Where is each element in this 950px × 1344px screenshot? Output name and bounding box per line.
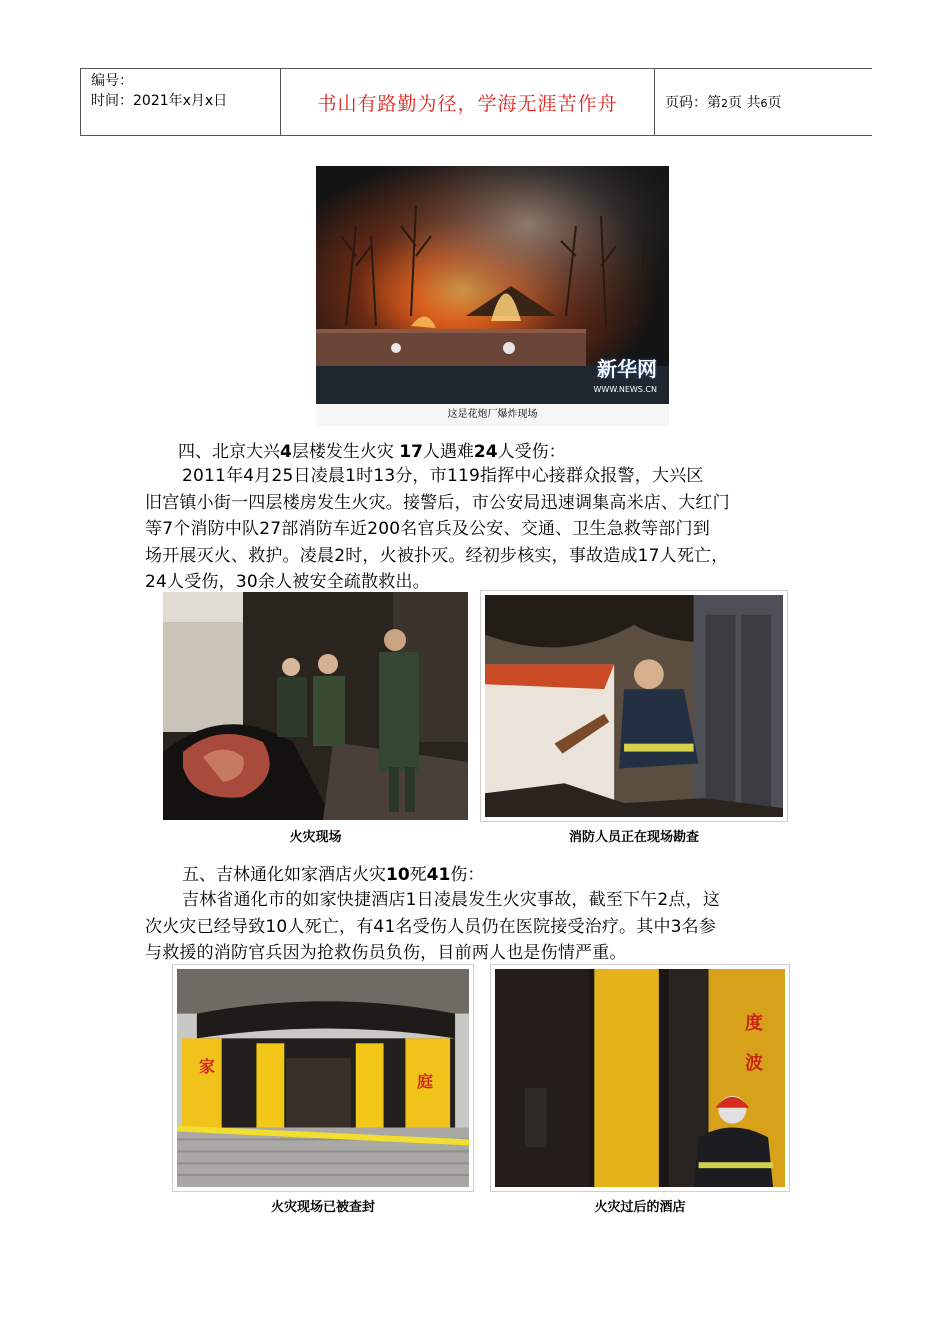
burned-hotel-image	[495, 969, 785, 1187]
page-mid: 页 共	[728, 95, 761, 111]
fire-scene-image	[163, 592, 468, 820]
section4-line: 场开展灭火、救护。凌晨2时，火被扑灭。经初步核实，事故造成17人死亡，	[145, 545, 729, 566]
burned-hotel-photo	[490, 964, 790, 1192]
section4-floor-count: 4	[280, 442, 292, 462]
section5-heading	[182, 863, 484, 887]
section4-death-count: 17	[399, 442, 423, 462]
section4-line: 24人受伤，30余人被安全疏散救出。	[145, 572, 430, 592]
section4-injury-count: 24	[473, 442, 498, 462]
page-current: 2	[721, 97, 728, 110]
page-suffix: 页	[767, 95, 782, 111]
header-motto-cell	[281, 69, 655, 135]
section5-heading-text: 五、吉林通化如家酒店火灾	[182, 865, 386, 885]
xinhua-url: WWW.NEWS.CN	[593, 385, 657, 394]
fireworks-factory-photo	[316, 166, 669, 404]
fire-scene-photo	[163, 592, 468, 820]
section5-line: 与救援的消防官兵因为抢救伤员负伤，目前两人也是伤情严重。	[145, 943, 627, 963]
sealed-hotel-caption: 火灾现场已被查封	[270, 1200, 375, 1215]
document-number-label: 编号：	[91, 73, 133, 89]
section4-line: 旧宫镇小街一四层楼房发生火灾。接警后，市公安局迅速调集高米店、大红门	[145, 492, 730, 513]
section5-paragraph	[145, 887, 825, 967]
section4-line: 等7个消防中队27部消防车近200名官兵及公安、交通、卫生急救等部门到	[145, 519, 710, 539]
firefighter-investigation-image	[485, 595, 783, 817]
motto-text: 书山有路勤为径，学海无涯苦作舟	[317, 92, 618, 115]
section4-heading-text: 层楼发生火灾	[291, 442, 394, 462]
fire-scene-caption: 火灾现场	[289, 830, 342, 845]
burned-hotel-caption: 火灾过后的酒店	[594, 1200, 686, 1215]
page-indicator	[665, 92, 781, 112]
xinhua-logo: 新华网	[597, 357, 657, 381]
section4-heading	[178, 440, 566, 464]
sign-char: 波	[745, 1053, 763, 1074]
sign-char: 庭	[417, 1072, 434, 1091]
section5-heading-text: 死	[409, 865, 427, 885]
section5-death-count: 10	[386, 865, 410, 885]
document-date-label: 时间：2021年x月x日	[91, 93, 228, 109]
sign-char: 家	[199, 1057, 216, 1076]
section5-heading-text: 伤：	[450, 865, 485, 885]
section4-paragraph	[145, 463, 825, 596]
page-total: 6	[760, 97, 768, 110]
figure1-caption: 这是花炮厂爆炸现场	[316, 404, 669, 426]
header-page-cell	[655, 69, 872, 135]
section4-heading-text: 人受伤：	[497, 442, 566, 462]
sign-char: 度	[745, 1013, 763, 1034]
section5-injury-count: 41	[426, 865, 451, 885]
page-header	[80, 68, 872, 136]
firefighter-investigation-photo	[480, 590, 788, 822]
sealed-hotel-photo	[172, 964, 474, 1192]
section5-line: 次火灾已经导致10人死亡，有41名受伤人员仍在医院接受治疗。其中3名参	[145, 916, 717, 937]
header-meta-cell	[80, 69, 281, 135]
section4-heading-text: 四、北京大兴	[178, 442, 280, 462]
page-prefix: 页码：第	[665, 95, 721, 111]
firefighter-investigation-caption: 消防人员正在现场勘查	[568, 830, 699, 845]
section5-line: 吉林省通化市的如家快捷酒店1日凌晨发生火灾事故，截至下午2点，这	[182, 890, 721, 910]
section4-line: 2011年4月25日凌晨1时13分，市119指挥中心接群众报警，大兴区	[182, 466, 704, 486]
section4-heading-text: 人遇难	[422, 442, 474, 462]
